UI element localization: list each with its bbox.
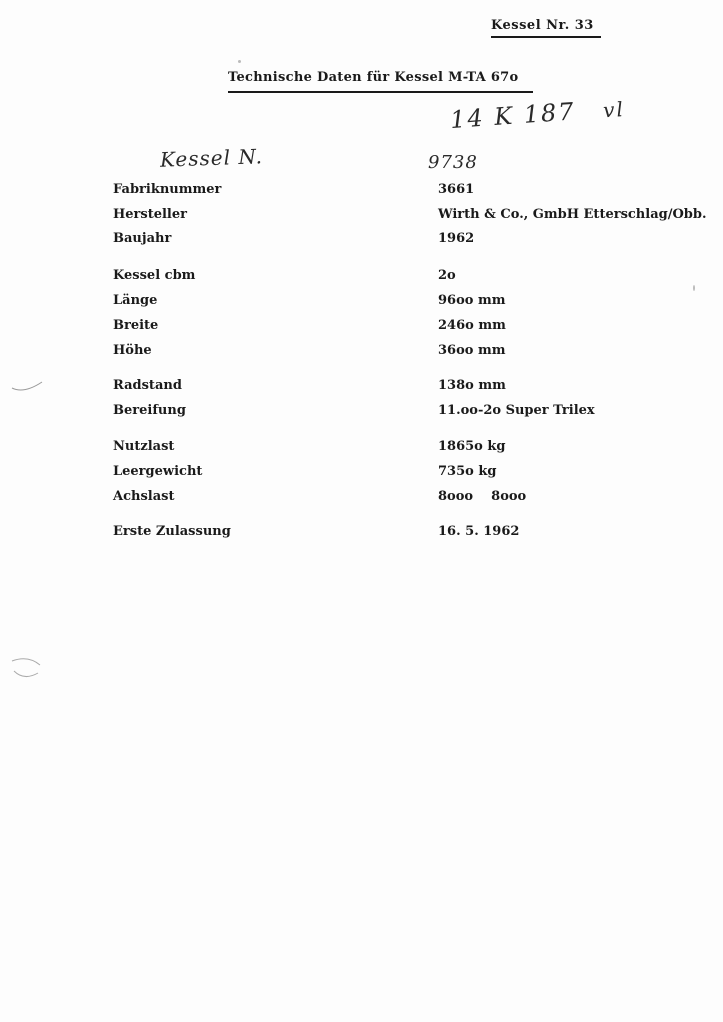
scan-speck <box>238 60 241 63</box>
kessel-number-header: Kessel Nr. 33 <box>491 18 601 38</box>
spec-value: 16. 5. 1962 <box>438 524 520 539</box>
spec-row-achslast <box>0 489 723 507</box>
handwritten-reference-number: 14 K 187 <box>449 97 577 135</box>
spec-value: 735o kg <box>438 464 497 479</box>
spec-row-fabriknummer <box>0 182 723 200</box>
spec-value: 2o <box>438 268 456 283</box>
spec-label: Kessel cbm <box>113 268 196 283</box>
spec-value: 8ooo 8ooo <box>438 489 527 504</box>
spec-label: Nutzlast <box>113 439 175 454</box>
spec-label: Breite <box>113 318 159 333</box>
spec-row-baujahr <box>0 231 723 249</box>
spec-value: 96oo mm <box>438 293 506 308</box>
spec-row-breite <box>0 318 723 336</box>
spec-value: Wirth & Co., GmbH Etterschlag/Obb. <box>438 207 707 222</box>
handwritten-reference-note <box>449 94 625 134</box>
spec-value: 138o mm <box>438 378 506 393</box>
spec-row-bereifung <box>0 403 723 421</box>
scan-mark-left-upper <box>10 378 46 394</box>
scan-mark-left-lower <box>8 655 44 683</box>
handwritten-initials: vl <box>602 96 626 123</box>
spec-value: 1865o kg <box>438 439 506 454</box>
spec-value: 246o mm <box>438 318 506 333</box>
spec-label: Höhe <box>113 343 152 358</box>
spec-label: Bereifung <box>113 403 186 418</box>
spec-label: Erste Zulassung <box>113 524 231 539</box>
document-title: Technische Daten für Kessel M-TA 67o <box>228 70 533 93</box>
spec-label: Achslast <box>113 489 175 504</box>
scan-speck <box>693 285 695 291</box>
spec-label: Hersteller <box>113 207 187 222</box>
spec-row-hersteller <box>0 207 723 225</box>
spec-row-nutzlast <box>0 439 723 457</box>
handwritten-kessel-number: 9738 <box>428 152 478 173</box>
spec-label: Baujahr <box>113 231 172 246</box>
spec-row-leergewicht <box>0 464 723 482</box>
spec-row-kessel-cbm <box>0 268 723 286</box>
spec-value: 11.oo-2o Super Trilex <box>438 403 595 418</box>
spec-value: 1962 <box>438 231 475 246</box>
spec-row-radstand <box>0 378 723 396</box>
spec-row-erste-zulassung <box>0 524 723 542</box>
spec-label: Radstand <box>113 378 182 393</box>
spec-label: Leergewicht <box>113 464 203 479</box>
handwritten-kessel-label: Kessel N. <box>159 144 264 172</box>
spec-label: Fabriknummer <box>113 182 222 197</box>
spec-value: 3661 <box>438 182 475 197</box>
spec-row-laenge <box>0 293 723 311</box>
spec-label: Länge <box>113 293 158 308</box>
spec-row-hoehe <box>0 343 723 361</box>
spec-value: 36oo mm <box>438 343 506 358</box>
